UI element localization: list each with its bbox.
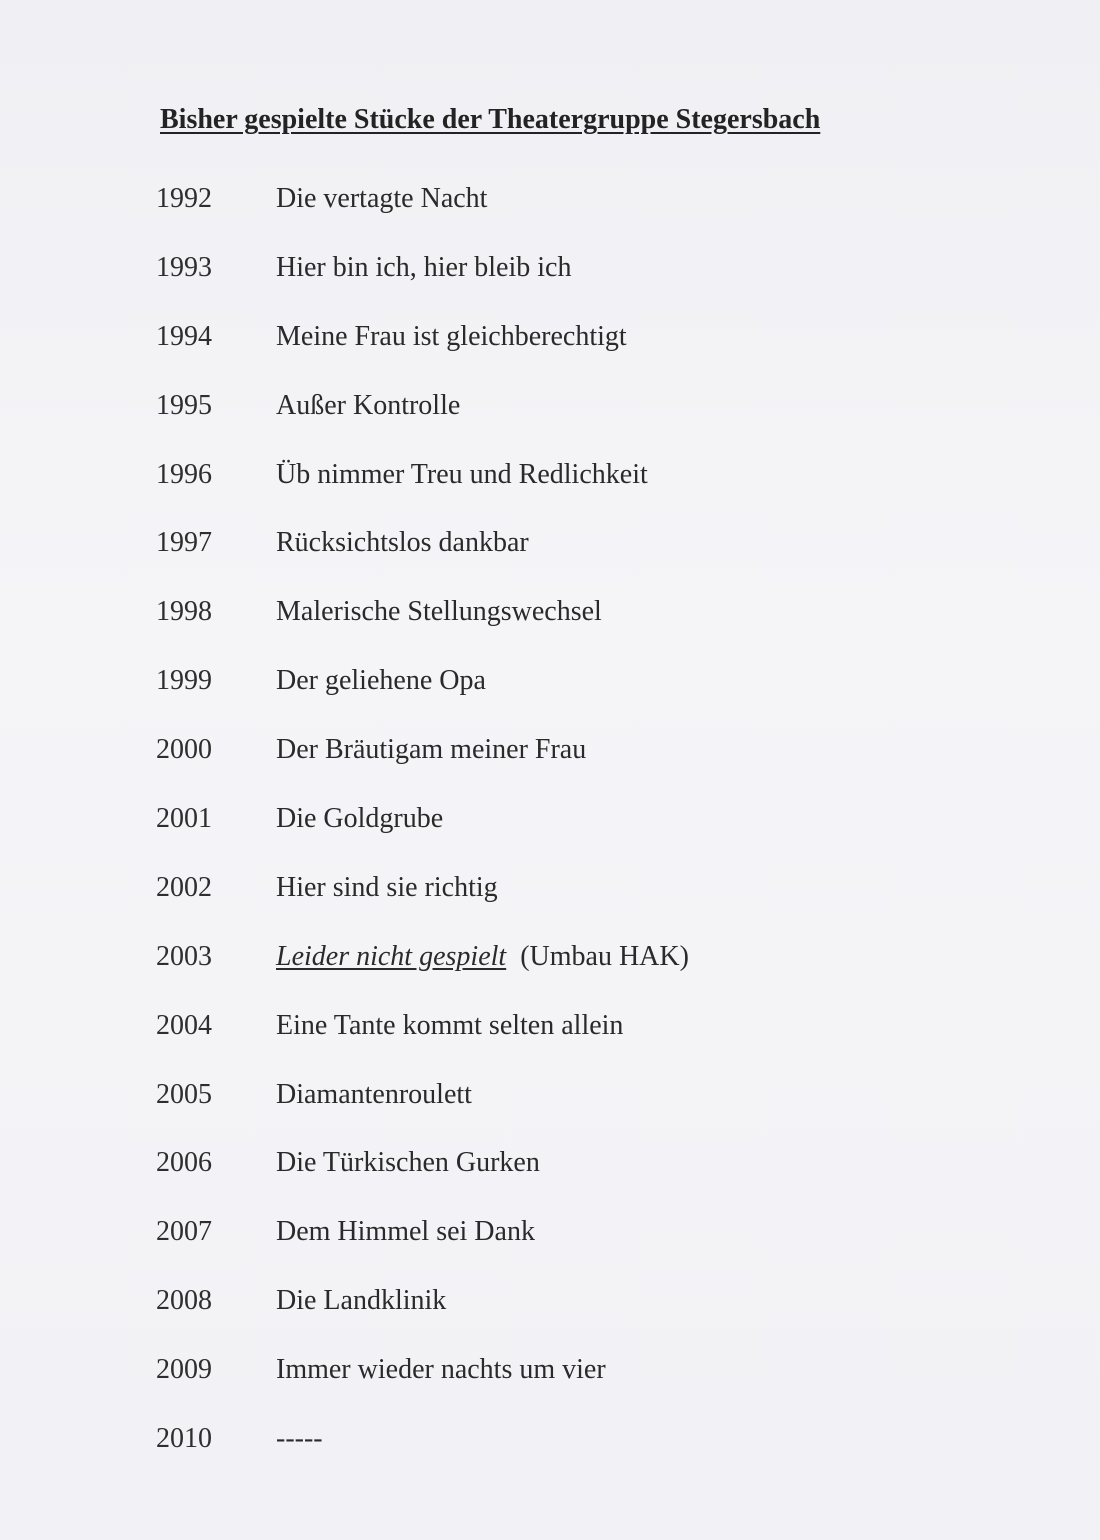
list-item: [156, 729, 1016, 798]
plays-list: [156, 178, 1016, 1487]
list-item: [156, 1142, 1016, 1211]
document-title: Bisher gespielte Stücke der Theatergruppe Stegersbach: [160, 104, 821, 135]
entry-play: Diamantenroulett: [276, 1078, 472, 1110]
entry-play: Eine Tante kommt selten allein: [276, 1009, 624, 1041]
list-item: [156, 178, 1016, 247]
entry-play: Der geliehene Opa: [276, 665, 486, 697]
entry-year: 2002: [156, 871, 212, 903]
list-item: [156, 522, 1016, 591]
list-item: [156, 1005, 1016, 1074]
entry-play: Leider nicht gespielt: [276, 940, 507, 972]
entry-play: Der Bräutigam meiner Frau: [276, 734, 587, 766]
entry-year: 2007: [156, 1216, 212, 1248]
list-item: [156, 1074, 1016, 1143]
list-item: [156, 1349, 1016, 1418]
entry-play: Außer Kontrolle: [276, 389, 461, 421]
list-item: [156, 1280, 1016, 1349]
entry-year: 1993: [156, 251, 212, 283]
entry-year: 1998: [156, 596, 212, 628]
entry-year: 2006: [156, 1147, 212, 1179]
entry-play-container: [276, 936, 689, 978]
entry-play: Dem Himmel sei Dank: [276, 1216, 535, 1248]
entry-play: Hier bin ich, hier bleib ich: [276, 251, 572, 283]
list-item: [156, 316, 1016, 385]
entry-play: Immer wieder nachts um vier: [276, 1354, 606, 1386]
entry-play: Rücksichtslos dankbar: [276, 527, 529, 559]
entry-year: 2000: [156, 734, 212, 766]
entry-play: Die Türkischen Gurken: [276, 1147, 540, 1179]
entry-play: Üb nimmer Treu und Redlichkeit: [276, 458, 648, 490]
list-item: [156, 591, 1016, 660]
entry-year: 1999: [156, 665, 212, 697]
entry-year: 1994: [156, 320, 212, 352]
entry-year: 1995: [156, 389, 212, 421]
entry-play: Meine Frau ist gleichberechtigt: [276, 320, 627, 352]
entry-year: 1992: [156, 183, 212, 214]
entry-year: 2009: [156, 1354, 212, 1386]
entry-year: 1997: [156, 527, 212, 559]
entry-year: 1996: [156, 458, 212, 490]
entry-year: 2010: [156, 1423, 212, 1455]
entry-year: 2003: [156, 940, 212, 972]
list-item: [156, 867, 1016, 936]
entry-year: 2005: [156, 1078, 212, 1110]
entry-play: Die vertagte Nacht: [276, 183, 488, 214]
list-item: [156, 247, 1016, 316]
entry-year: 2004: [156, 1009, 212, 1041]
list-item: [156, 1418, 1016, 1487]
entry-play: Die Goldgrube: [276, 803, 444, 835]
entry-play: Die Landklinik: [276, 1285, 447, 1317]
list-item: [156, 660, 1016, 729]
entry-note: (Umbau HAK): [520, 940, 689, 972]
list-item: [156, 385, 1016, 454]
list-item: [156, 1211, 1016, 1280]
entry-play: -----: [276, 1423, 323, 1455]
list-item: [156, 798, 1016, 867]
entry-year: 2001: [156, 803, 212, 835]
list-item: [156, 454, 1016, 523]
list-item: [156, 936, 1016, 1005]
entry-year: 2008: [156, 1285, 212, 1317]
entry-play: Hier sind sie richtig: [276, 871, 498, 903]
entry-play: Malerische Stellungswechsel: [276, 596, 602, 628]
